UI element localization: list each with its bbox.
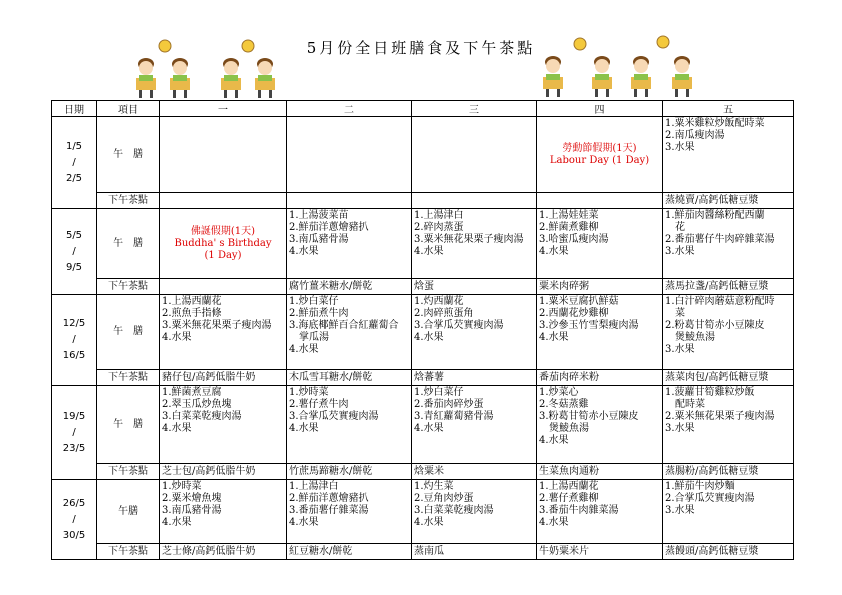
- snack-cell: 竹蔗馬蹄糖水/餅乾: [287, 464, 412, 480]
- menu-item: 1.炒菜心: [539, 387, 579, 398]
- date-date-start: 26/5: [62, 497, 86, 509]
- menu-item: 掌瓜湯: [299, 332, 329, 343]
- lunch-cell: [537, 209, 663, 279]
- snack-cell: 蒸饅頭/高鈣低糖豆漿: [663, 544, 794, 560]
- menu-item: 4.水果: [289, 423, 319, 434]
- lunch-cell: [663, 209, 794, 279]
- menu-item: 1.鮮菌煮豆腐: [162, 387, 222, 398]
- lunch-cell: [412, 209, 537, 279]
- menu-item: 3.番茄牛肉雜菜湯: [539, 505, 619, 516]
- menu-item: 3.合掌瓜芡實瘦肉湯: [414, 320, 504, 331]
- menu-item: 1.灼生菜: [414, 481, 454, 492]
- menu-item: 1.上湯津白: [414, 210, 464, 221]
- snack-row: [52, 464, 794, 480]
- lunch-cell: [412, 386, 537, 464]
- menu-item: 2.鮮菌煮雞柳: [539, 222, 599, 233]
- menu-item: 1.灼西蘭花: [414, 296, 464, 307]
- lunch-row: [52, 480, 794, 544]
- snack-cell: 牛奶粟米片: [537, 544, 663, 560]
- week-date: [52, 386, 97, 480]
- header-date: 日期: [52, 101, 97, 117]
- menu-item: 3.合掌瓜芡實瘦肉湯: [289, 411, 379, 422]
- header-item: 項目: [97, 101, 160, 117]
- snack-cell: 焓粟米: [412, 464, 537, 480]
- menu-item: 1.粟米豆腐扒鮮菇: [539, 296, 619, 307]
- date-date-end: 23/5: [62, 442, 86, 454]
- menu-item: 4.水果: [289, 246, 319, 257]
- menu-item: 2.粟米無花果栗子瘦肉湯: [665, 411, 775, 422]
- snack-cell: 芝士包/高鈣低脂牛奶: [160, 464, 287, 480]
- menu-item: 4.水果: [162, 332, 192, 343]
- date-sep: /: [72, 426, 76, 438]
- lunch-cell: [537, 295, 663, 370]
- date-sep: /: [72, 334, 76, 345]
- menu-item: 2.煎魚手指條: [162, 308, 222, 319]
- snack-cell: 紅豆糖水/餅乾: [287, 544, 412, 560]
- date-date-end: 2/5: [65, 172, 83, 184]
- lunch-cell: [537, 386, 663, 464]
- date-sep: /: [72, 245, 76, 257]
- snack-label: 下午茶點: [97, 464, 160, 480]
- menu-item: 3.海底椰鮮百合紅蘿蔔合: [289, 320, 399, 331]
- snack-cell: 粟米肉碎粥: [537, 279, 663, 295]
- header-fri: 五: [663, 101, 794, 117]
- menu-item: 2.豆角肉炒蛋: [414, 493, 474, 504]
- menu-item: 4.水果: [539, 435, 569, 446]
- menu-item: 1.鮮茄牛肉炒麵: [665, 481, 735, 492]
- menu-table: [51, 100, 794, 560]
- date-sep: /: [72, 513, 76, 525]
- lunch-cell: [412, 117, 537, 193]
- holiday-text: Buddha' s Birthday: [174, 237, 272, 249]
- lunch-cell: [663, 480, 794, 544]
- snack-label: 下午茶點: [97, 279, 160, 295]
- snack-row: [52, 279, 794, 295]
- menu-item: 4.水果: [414, 246, 444, 257]
- menu-item: 3.粟米無花果栗子瘦肉湯: [414, 234, 524, 245]
- snack-cell: 芝士條/高鈣低脂牛奶: [160, 544, 287, 560]
- snack-cell: 焓蛋: [412, 279, 537, 295]
- menu-item: 2.合掌瓜芡實瘦肉湯: [665, 493, 755, 504]
- menu-item: 3.白菜菜乾瘦肉湯: [414, 505, 494, 516]
- holiday-text: (1 Day): [204, 249, 242, 261]
- page-title: 5月份全日班膳食及下午茶點: [306, 39, 536, 57]
- snack-cell: 腐竹薑米糖水/餅乾: [287, 279, 412, 295]
- menu-item: 煲鯪魚湯: [549, 423, 589, 434]
- lunch-label: 午 膳: [97, 209, 160, 279]
- menu-item: 3.沙參玉竹雪梨瘦肉湯: [539, 320, 639, 331]
- menu-item: 2.南瓜瘦肉湯: [665, 130, 725, 141]
- menu-item: 2.薯仔煮雞柳: [539, 493, 599, 504]
- menu-item: 2.鮮茄洋蔥燴豬扒: [289, 493, 369, 504]
- snack-row: [52, 544, 794, 560]
- menu-item: 1.炒白菜仔: [414, 387, 464, 398]
- menu-item: 2.鮮茄煮牛肉: [289, 308, 349, 319]
- date-date-end: 9/5: [65, 261, 83, 273]
- snack-label: 下午茶點: [97, 370, 160, 386]
- header-tue: 二: [287, 101, 412, 117]
- menu-item: 1.炒白菜仔: [289, 296, 339, 307]
- lunch-cell: [287, 386, 412, 464]
- lunch-cell: [160, 386, 287, 464]
- menu-item: 2.鮮茄洋蔥燴豬扒: [289, 222, 369, 233]
- date-sep: /: [72, 156, 76, 168]
- lunch-cell: [663, 386, 794, 464]
- date-date-start: 1/5: [65, 140, 83, 152]
- menu-item: 3.青紅蘿蔔豬骨湯: [414, 411, 494, 422]
- menu-item: 2.肉碎煎蛋角: [414, 308, 474, 319]
- menu-item: 1.上湯菠菜苗: [289, 210, 349, 221]
- week-date: [52, 209, 97, 295]
- header-row: [52, 101, 794, 117]
- menu-item: 3.粟米無花果栗子瘦肉湯: [162, 320, 272, 331]
- menu-item: 3.水果: [665, 246, 695, 257]
- menu-item: 4.水果: [289, 344, 319, 355]
- menu-item: 4.水果: [162, 423, 192, 434]
- snack-cell: [537, 193, 663, 209]
- date-date-end: 30/5: [62, 529, 86, 541]
- lunch-label: 午 膳: [97, 117, 160, 193]
- snack-cell: [412, 193, 537, 209]
- menu-item: 4.水果: [162, 517, 192, 528]
- snack-cell: 蒸菜肉包/高鈣低糖豆漿: [663, 370, 794, 386]
- menu-item: 2.粉葛甘筍赤小豆陳皮: [665, 320, 765, 331]
- menu-item: 4.水果: [289, 517, 319, 528]
- menu-item: 2.冬菇蒸雞: [539, 399, 589, 410]
- menu-item: 3.水果: [665, 423, 695, 434]
- menu-item: 3.粉葛甘筍赤小豆陳皮: [539, 411, 639, 422]
- lunch-label: 午膳: [97, 480, 160, 544]
- kids-illustration-right: [540, 34, 700, 100]
- snack-cell: 木瓜雪耳糖水/餅乾: [287, 370, 412, 386]
- menu-item: 1.上湯娃娃菜: [539, 210, 599, 221]
- lunch-cell: [537, 480, 663, 544]
- menu-item: 2.碎肉蒸蛋: [414, 222, 464, 233]
- header-wed: 三: [412, 101, 537, 117]
- menu-item: 1.白汁碎肉蘑菇意粉配時: [665, 296, 775, 307]
- menu-item: 花: [675, 222, 685, 233]
- menu-item: 3.白菜菜乾瘦肉湯: [162, 411, 242, 422]
- week-date: [52, 295, 97, 386]
- lunch-cell: [287, 117, 412, 193]
- snack-cell: 豬仔包/高鈣低脂牛奶: [160, 370, 287, 386]
- lunch-row: [52, 295, 794, 370]
- week-date: [52, 480, 97, 560]
- snack-cell: [160, 279, 287, 295]
- menu-item: 4.水果: [539, 332, 569, 343]
- menu-item: 1.炒時菜: [289, 387, 329, 398]
- lunch-row: [52, 209, 794, 279]
- menu-item: 配時菜: [675, 399, 705, 410]
- menu-item: 3.南瓜豬骨湯: [289, 234, 349, 245]
- menu-item: 2.西蘭花炒雞柳: [539, 308, 609, 319]
- snack-cell: 番茄肉碎米粉: [537, 370, 663, 386]
- menu-item: 3.水果: [665, 505, 695, 516]
- menu-item: 4.水果: [539, 246, 569, 257]
- date-date-end: 16/5: [62, 350, 86, 361]
- menu-item: 1.上湯西蘭花: [162, 296, 222, 307]
- menu-item: 3.哈蜜瓜瘦肉湯: [539, 234, 609, 245]
- menu-item: 2.番茄薯仔牛肉碎雜菜湯: [665, 234, 775, 245]
- lunch-cell: [412, 480, 537, 544]
- lunch-cell: [160, 117, 287, 193]
- lunch-cell: [287, 295, 412, 370]
- lunch-cell: [287, 209, 412, 279]
- lunch-cell: [537, 117, 663, 193]
- menu-item: 2.粟米燴魚塊: [162, 493, 222, 504]
- menu-item: 1.上湯西蘭花: [539, 481, 599, 492]
- snack-label: 下午茶點: [97, 544, 160, 560]
- lunch-row: [52, 386, 794, 464]
- menu-item: 4.水果: [414, 423, 444, 434]
- menu-item: 3.水果: [665, 344, 695, 355]
- snack-cell: 蒸腸粉/高鈣低糖豆漿: [663, 464, 794, 480]
- menu-item: 1.粟米雞粒炒飯配時菜: [665, 118, 765, 129]
- lunch-cell: [160, 295, 287, 370]
- snack-cell: [287, 193, 412, 209]
- snack-cell: 蒸燒賣/高鈣低糖豆漿: [663, 193, 794, 209]
- lunch-cell: [160, 209, 287, 279]
- lunch-row: [52, 117, 794, 193]
- menu-item: 4.水果: [414, 332, 444, 343]
- lunch-cell: [663, 117, 794, 193]
- menu-item: 3.水果: [665, 142, 695, 153]
- snack-label: 下午茶點: [97, 193, 160, 209]
- lunch-label: 午 膳: [97, 386, 160, 464]
- date-date-start: 19/5: [62, 410, 86, 422]
- kids-illustration-left: [133, 38, 283, 100]
- menu-item: 1.菠蘿甘筍雞粒炒飯: [665, 387, 755, 398]
- menu-item: 1.炒時菜: [162, 481, 202, 492]
- lunch-cell: [412, 295, 537, 370]
- snack-row: [52, 370, 794, 386]
- menu-item: 4.水果: [414, 517, 444, 528]
- menu-item: 煲鯪魚湯: [675, 332, 715, 343]
- lunch-cell: [160, 480, 287, 544]
- menu-item: 2.薯仔煮牛肉: [289, 399, 349, 410]
- snack-row: [52, 193, 794, 209]
- menu-item: 3.番茄薯仔雜菜湯: [289, 505, 369, 516]
- menu-item: 1.鮮茄肉醬絲粉配西蘭: [665, 210, 765, 221]
- menu-item: 4.水果: [539, 517, 569, 528]
- menu-item: 菜: [675, 308, 685, 319]
- holiday-text: 勞動節假期(1天): [562, 142, 637, 154]
- menu-item: 2.番茄肉碎炒蛋: [414, 399, 484, 410]
- header-thu: 四: [537, 101, 663, 117]
- lunch-cell: [287, 480, 412, 544]
- snack-cell: [160, 193, 287, 209]
- header-mon: 一: [160, 101, 287, 117]
- week-date: [52, 117, 97, 209]
- date-date-start: 5/5: [65, 229, 83, 241]
- holiday-text: 佛誕假期(1天): [190, 225, 256, 237]
- menu-item: 2.翠玉瓜炒魚塊: [162, 399, 232, 410]
- lunch-label: 午 膳: [97, 295, 160, 370]
- menu-item: 1.上湯津白: [289, 481, 339, 492]
- menu-item: 3.南瓜豬骨湯: [162, 505, 222, 516]
- snack-cell: 生菜魚肉通粉: [537, 464, 663, 480]
- snack-cell: 蒸馬拉盞/高鈣低糖豆漿: [663, 279, 794, 295]
- date-date-start: 12/5: [62, 318, 86, 329]
- snack-cell: 焓蕃薯: [412, 370, 537, 386]
- lunch-cell: [663, 295, 794, 370]
- snack-cell: 蒸南瓜: [412, 544, 537, 560]
- holiday-text: Labour Day (1 Day): [549, 154, 650, 166]
